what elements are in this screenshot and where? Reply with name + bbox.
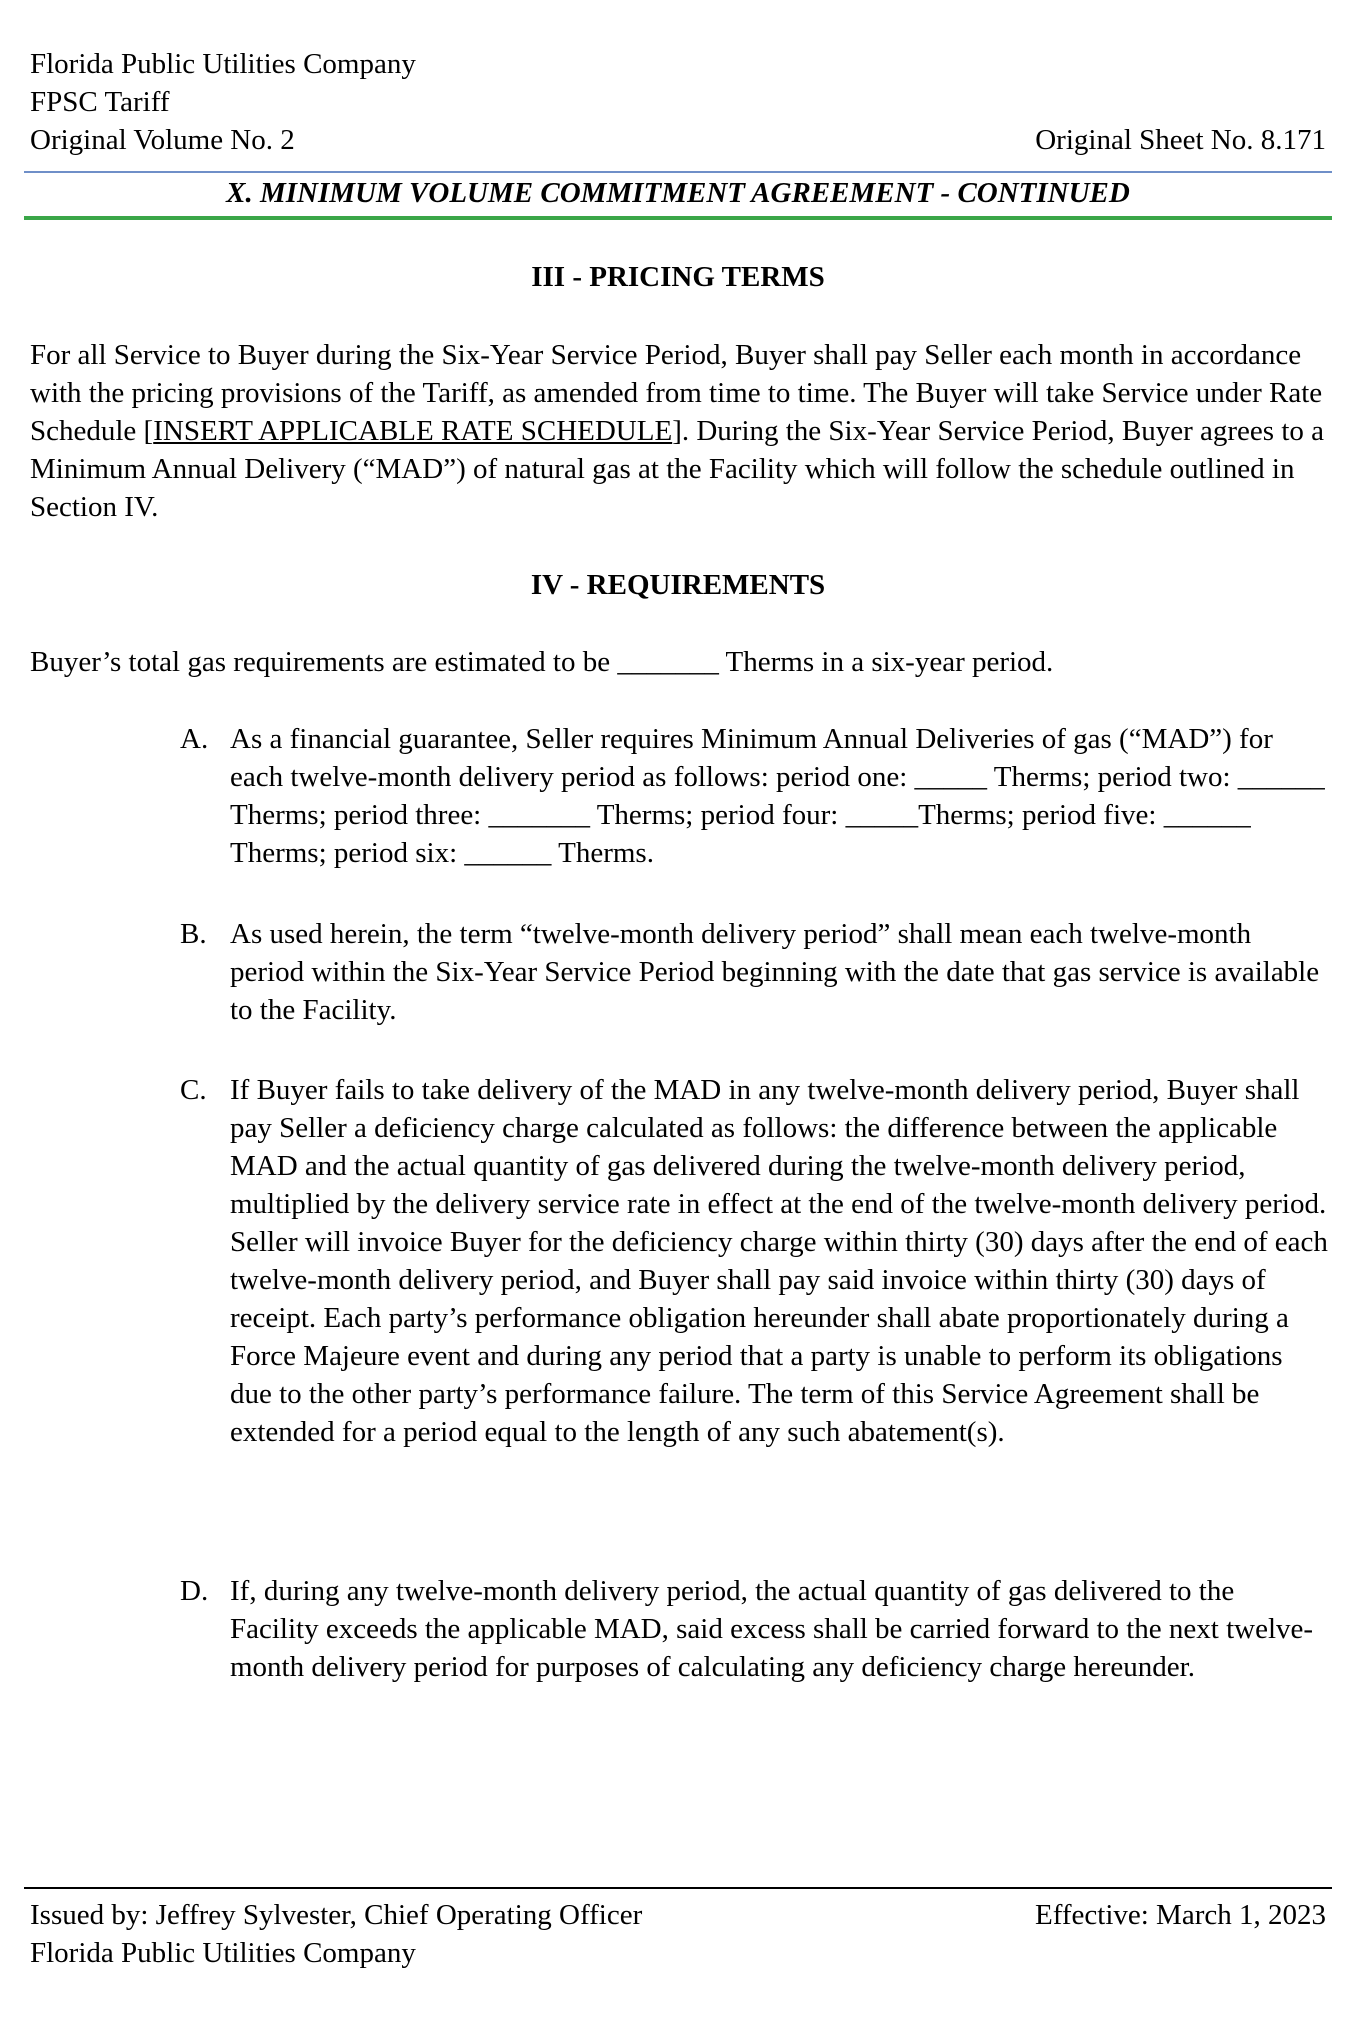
item-text: If Buyer fails to take delivery of the MAD in any twelve-month delivery period, Buyer shall pay Seller a deficiency charge calculated as follows: the difference between the applicable MAD and the actual quantity of gas delivered during the twelve-month delivery period, multiplied by the delivery service rate in effect at the end of the twelve-month delivery period. Seller will invoice Buyer for the deficiency charge within thirty (30) days after the end of each twelve-month delivery period, and Buyer shall pay said invoice within thirty (30) days of receipt. Each party’s performance obligation hereunder shall abate proportionately during a Force Majeure event and during any period that a party is unable to perform its obligations due to the other party’s performance failure. The term of this Service Agreement shall be extended for a period equal to the length of any such abatement(s). bbox=[230, 1074, 1328, 1448]
pricing-terms-paragraph bbox=[30, 336, 1330, 526]
section-title: X. MINIMUM VOLUME COMMITMENT AGREEMENT - CONTINUED bbox=[226, 177, 1130, 209]
requirement-item-c bbox=[180, 1071, 1330, 1451]
requirement-item-b bbox=[180, 915, 1330, 1029]
footer-company: Florida Public Utilities Company bbox=[30, 1937, 416, 1969]
rate-schedule-placeholder: INSERT APPLICABLE RATE SCHEDULE bbox=[153, 415, 673, 447]
requirement-item-a bbox=[180, 720, 1330, 872]
requirements-intro: Buyer’s total gas requirements are estimated to be _______ Therms in a six-year period. bbox=[30, 646, 1054, 678]
footer-issued-by: Issued by: Jeffrey Sylvester, Chief Operating Officer bbox=[30, 1899, 643, 1931]
header-sheet-number: Original Sheet No. 8.171 bbox=[1035, 124, 1326, 156]
pricing-terms-heading: III - PRICING TERMS bbox=[531, 261, 825, 293]
item-letter: B. bbox=[180, 918, 207, 950]
header-tariff: FPSC Tariff bbox=[30, 86, 170, 118]
item-letter: A. bbox=[180, 723, 209, 755]
footer-effective-date: Effective: March 1, 2023 bbox=[1035, 1899, 1326, 1931]
pricing-text-after: ]. During the Six-Year Service Period, Buyer agrees to a Minimum Annual Delivery (“MAD”) of natural gas at the Facility which will follow the schedule outlined in Section IV. bbox=[30, 415, 1324, 523]
item-letter: D. bbox=[180, 1575, 209, 1607]
header-blue-rule bbox=[24, 171, 1332, 173]
requirements-heading: IV - REQUIREMENTS bbox=[530, 569, 826, 601]
header-volume: Original Volume No. 2 bbox=[30, 124, 295, 156]
item-text: As a financial guarantee, Seller requires Minimum Annual Deliveries of gas (“MAD”) for each twelve-month delivery period as follows: period one: _____ Therms; period two: ______ Therms; period three: _______ Therms; period four: _____Therms; period five: ______ Therms; period six: ______ Therms. bbox=[230, 723, 1325, 869]
requirement-item-d bbox=[180, 1572, 1330, 1686]
footer-rule bbox=[24, 1887, 1332, 1889]
item-text: As used herein, the term “twelve-month delivery period” shall mean each twelve-month period within the Six-Year Service Period beginning with the date that gas service is available to the Facility. bbox=[230, 918, 1320, 1026]
item-text: If, during any twelve-month delivery period, the actual quantity of gas delivered to the Facility exceeds the applicable MAD, said excess shall be carried forward to the next twelve- month delivery period for purposes of calculating any deficiency charge hereunder. bbox=[230, 1575, 1314, 1683]
item-letter: C. bbox=[180, 1074, 207, 1106]
header-company: Florida Public Utilities Company bbox=[30, 48, 416, 80]
pricing-text-before: For all Service to Buyer during the Six-Year Service Period, Buyer shall pay Seller each month in accordance with the pricing provisions of the Tariff, as amended from time to time. The Buyer will take Service under Rate Schedule [ bbox=[30, 339, 1323, 447]
header-green-rule bbox=[24, 216, 1332, 220]
